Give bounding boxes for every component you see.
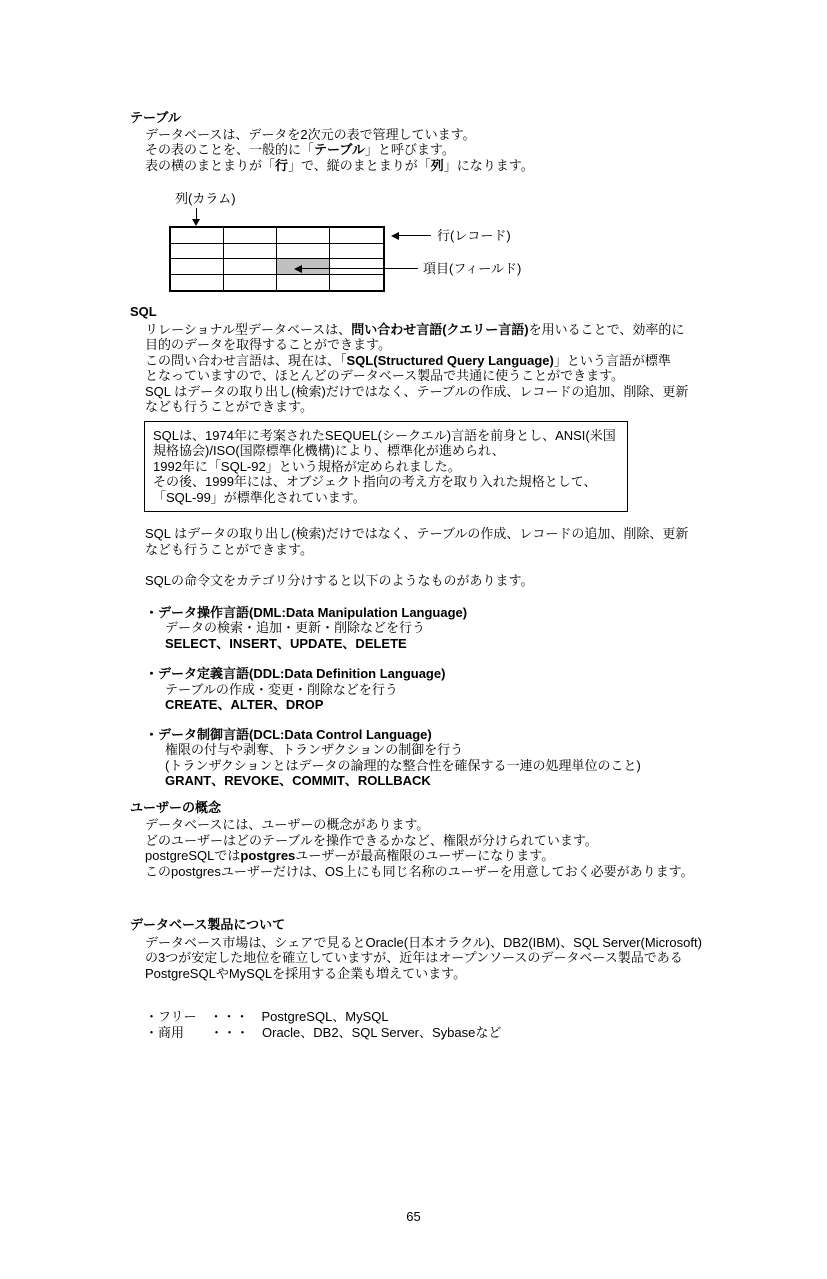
text-segment: 目的のデータを取得することができます。 <box>145 337 391 352</box>
text-line <box>145 526 827 542</box>
section-heading <box>130 917 827 933</box>
table-cell <box>224 259 277 275</box>
text-line <box>145 127 827 143</box>
paragraph <box>0 817 827 879</box>
section-heading <box>130 110 827 126</box>
text-segment: を用いることで、効率的に <box>528 321 685 337</box>
text-line <box>153 443 619 459</box>
paragraph <box>0 666 827 713</box>
text-segment: なども行うことができます。 <box>145 541 313 557</box>
section-heading <box>130 800 827 816</box>
text-segment: PostgreSQLやMySQLを採用する企業も増えています。 <box>145 965 467 981</box>
table-cell <box>330 244 383 260</box>
page-number: 65 <box>406 1209 421 1224</box>
text-line <box>165 636 827 652</box>
text-segment: 」になります。 <box>443 157 534 173</box>
text-segment: 「SQL-99」が標準化されています。 <box>153 489 366 505</box>
text-segment: どのユーザーはどのテーブルを操作できるかなど、権限が分けられています。 <box>145 832 598 848</box>
text-line <box>145 573 827 589</box>
text-line <box>153 459 619 475</box>
text-line <box>165 742 827 758</box>
emphasized-text: テーブル <box>130 110 181 125</box>
text-line <box>145 337 827 353</box>
emphasized-text: ・データ制御言語(DCL:Data Control Language) <box>145 726 432 742</box>
paragraph <box>0 605 827 652</box>
text-line <box>165 758 827 774</box>
row-arrow-line <box>399 235 431 236</box>
text-line <box>145 399 827 415</box>
text-line <box>145 966 827 982</box>
text-segment: なども行うことができます。 <box>145 399 313 414</box>
text-line <box>145 864 827 880</box>
text-line <box>165 773 827 789</box>
text-segment: データベース市場は、シェアで見るとOracle(日本オラクル)、DB2(IBM)、SQL Server(Microsoft) <box>145 934 702 950</box>
emphasized-text: postgres <box>240 848 296 863</box>
text-line <box>145 727 827 743</box>
text-segment: この問い合わせ言語は、現在は、「 <box>145 352 347 368</box>
paragraph <box>0 573 827 589</box>
text-segment: (トランザクションとはデータの論理的な整合性を確保する一連の処理単位のこと) <box>165 757 641 773</box>
text-line <box>145 158 827 174</box>
text-line <box>145 848 827 864</box>
emphasized-text: ・データ操作言語(DML:Data Manipulation Language) <box>145 604 468 620</box>
text-segment: 権限の付与や剥奪、トランザクションの制御を行う <box>165 742 464 757</box>
table-cell <box>171 275 224 291</box>
text-line <box>145 353 827 369</box>
table-cell <box>330 259 383 275</box>
document-page <box>0 110 827 1279</box>
table-structure-diagram <box>0 189 827 294</box>
table-cell <box>277 244 330 260</box>
text-segment: その後、1999年には、オブジェクト指向の考え方を取り入れた規格として、 <box>153 474 597 489</box>
text-segment: 」で、縦のまとまりが「 <box>288 157 431 173</box>
text-segment: データベースは、データを2次元の表で管理しています。 <box>145 126 476 142</box>
emphasized-text: 列 <box>430 157 444 173</box>
table-cell <box>330 228 383 244</box>
table-cell <box>171 259 224 275</box>
text-segment: postgreSQLでは <box>145 848 241 863</box>
table-cell <box>224 275 277 291</box>
text-segment: リレーショナル型データベースは、 <box>145 321 352 337</box>
emphasized-text: SQL <box>130 304 157 319</box>
text-segment: 規格協会)/ISO(国際標準化機構)により、標準化が進められ、 <box>153 443 505 458</box>
emphasized-text: ユーザーの概念 <box>130 799 222 815</box>
text-segment: 表の横のまとまりが「 <box>145 157 276 173</box>
text-line <box>145 666 827 682</box>
row-label: 行(レコード) <box>437 228 511 243</box>
text-line <box>145 1009 827 1025</box>
document-content <box>0 110 827 1040</box>
emphasized-text: 問い合わせ言語(クエリー言語) <box>351 321 529 337</box>
table-cell <box>171 228 224 244</box>
field-arrow-icon <box>294 265 302 273</box>
row-arrow-icon <box>391 232 399 240</box>
text-line <box>165 620 827 636</box>
table-cell <box>330 275 383 291</box>
text-segment: となっていますので、ほとんどのデータベース製品で共通に使うことができます。 <box>145 368 625 383</box>
text-line <box>153 428 619 444</box>
field-cell-highlighted <box>277 259 330 275</box>
field-arrow-line <box>302 268 418 269</box>
table-cell <box>277 228 330 244</box>
table-grid <box>169 226 385 292</box>
table-cell <box>224 244 277 260</box>
text-line <box>145 542 827 558</box>
text-line <box>145 368 827 384</box>
text-segment: その表のことを、一般的に「 <box>145 142 315 157</box>
text-segment: データベースには、ユーザーの概念があります。 <box>145 817 430 832</box>
text-line <box>153 474 619 490</box>
text-line <box>145 384 827 400</box>
text-line <box>145 322 827 338</box>
section-heading <box>130 304 827 320</box>
text-line <box>145 950 827 966</box>
text-segment: データの検索・追加・更新・削除などを行う <box>165 620 426 635</box>
emphasized-text: データベース製品について <box>130 917 286 932</box>
text-line <box>153 490 619 506</box>
paragraph <box>0 727 827 789</box>
sql-history-box <box>144 421 628 513</box>
emphasized-text: 行 <box>275 157 289 173</box>
text-line <box>145 817 827 833</box>
text-line <box>145 1025 827 1041</box>
text-segment: ・商用 ・・・ Oracle、DB2、SQL Server、Sybaseなど <box>145 1024 502 1040</box>
text-segment: SQL はデータの取り出し(検索)だけではなく、テーブルの作成、レコードの追加、削除、更新 <box>145 526 689 541</box>
text-line <box>145 605 827 621</box>
column-label: 列(カラム) <box>175 191 236 206</box>
emphasized-text: GRANT、REVOKE、COMMIT、ROLLBACK <box>165 773 431 788</box>
table-cell <box>277 275 330 291</box>
paragraph <box>0 127 827 174</box>
text-line <box>165 682 827 698</box>
text-segment: 」という言語が標準 <box>553 352 671 368</box>
emphasized-text: SELECT、INSERT、UPDATE、DELETE <box>165 635 407 651</box>
text-line <box>145 833 827 849</box>
paragraph <box>0 935 827 982</box>
paragraph <box>0 322 827 415</box>
text-segment: SQLは、1974年に考案されたSEQUEL(シークエル)言語を前身とし、ANSI(米国 <box>153 427 616 443</box>
emphasized-text: ・データ定義言語(DDL:Data Definition Language) <box>145 666 446 681</box>
table-cell <box>171 244 224 260</box>
text-segment: ユーザーが最高権限のユーザーになります。 <box>295 848 555 863</box>
text-line <box>145 935 827 951</box>
text-segment: テーブルの作成・変更・削除などを行う <box>165 681 398 697</box>
text-line <box>165 697 827 713</box>
text-segment: このpostgresユーザーだけは、OS上にも同じ名称のユーザーを用意しておく必要があります。 <box>145 863 694 879</box>
emphasized-text: テーブル <box>314 142 365 157</box>
table-cell <box>224 228 277 244</box>
emphasized-text: SQL(Structured Query Language) <box>346 352 554 368</box>
text-segment: の3つが安定した地位を確立していますが、近年はオープンソースのデータベース製品である <box>145 950 683 965</box>
paragraph <box>0 526 827 557</box>
text-segment: 1992年に「SQL-92」という規格が定められました。 <box>153 458 461 474</box>
emphasized-text: CREATE、ALTER、DROP <box>165 697 324 712</box>
paragraph <box>0 1009 827 1040</box>
text-line <box>145 142 827 158</box>
text-segment: 」と呼びます。 <box>364 142 455 157</box>
text-segment: SQL はデータの取り出し(検索)だけではなく、テーブルの作成、レコードの追加、削除、更新 <box>145 383 689 399</box>
text-segment: SQLの命令文をカテゴリ分けすると以下のようなものがあります。 <box>145 573 534 588</box>
text-segment: ・フリー ・・・ PostgreSQL、MySQL <box>145 1009 389 1024</box>
down-arrow-icon <box>192 219 200 226</box>
field-label: 項目(フィールド) <box>423 261 522 276</box>
